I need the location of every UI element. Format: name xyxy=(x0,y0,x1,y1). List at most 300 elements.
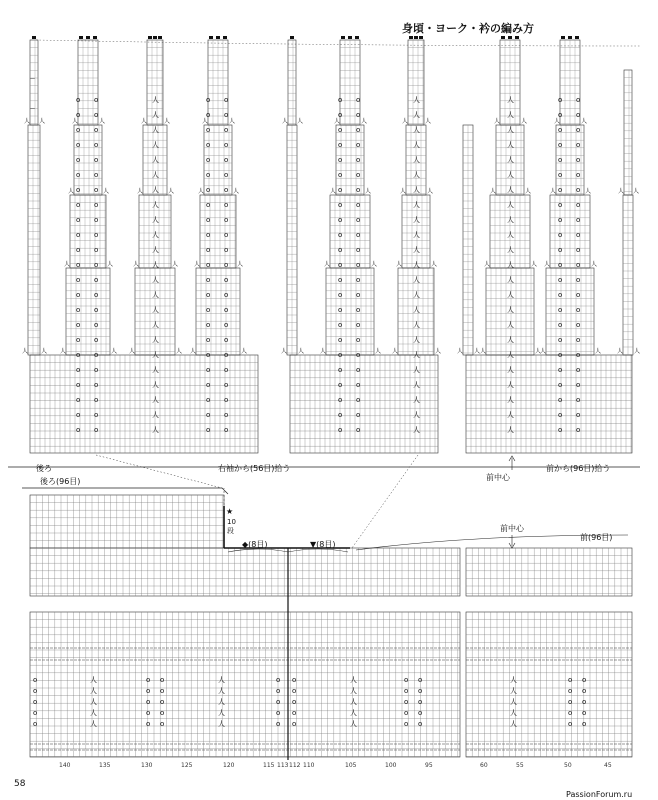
bind-off-mark xyxy=(158,36,162,39)
stitch-symbol: o xyxy=(94,216,99,224)
stitch-symbol: o xyxy=(94,276,99,284)
yoke-column-11 xyxy=(617,70,640,355)
stitch-symbol: 人 xyxy=(507,291,514,299)
tier-lines xyxy=(66,268,110,355)
bind-off-mark xyxy=(32,36,36,39)
stitch-symbol: o xyxy=(338,126,343,134)
decrease-mark: 人 xyxy=(585,188,592,195)
stitch-symbol: o xyxy=(76,426,81,434)
stitch-symbol: 人 xyxy=(507,186,514,194)
decrease-mark: 人 xyxy=(141,118,148,125)
body-stitch-symbol: o xyxy=(276,698,281,706)
stitch-symbol: o xyxy=(576,96,581,104)
stitch-symbol: o xyxy=(356,156,361,164)
stitch-symbol: o xyxy=(338,351,343,359)
stitch-symbol: 人 xyxy=(413,261,420,269)
stitch-symbol: o xyxy=(76,171,81,179)
stitch-symbol: 人 xyxy=(507,381,514,389)
stitch-symbol: o xyxy=(558,111,563,119)
body-stitch-symbol: 人 xyxy=(218,720,225,728)
stitch-symbol: o xyxy=(356,426,361,434)
body-stitch-symbol: 人 xyxy=(510,709,517,717)
body-stitch-symbol: 人 xyxy=(218,709,225,717)
decrease-mark: 人 xyxy=(330,188,337,195)
stitch-symbol: 人 xyxy=(507,411,514,419)
stitch-symbol: o xyxy=(76,246,81,254)
body-stitch-symbol: o xyxy=(418,687,423,695)
stitch-symbol: o xyxy=(76,351,81,359)
body-left-lower xyxy=(30,612,460,757)
stitch-symbol: o xyxy=(206,96,211,104)
stitch-symbol: o xyxy=(94,186,99,194)
bind-off-mark xyxy=(508,36,512,39)
stitch-symbol: 人 xyxy=(152,321,159,329)
stitch-symbol: o xyxy=(206,276,211,284)
rows-10-number: 10 xyxy=(227,518,236,526)
label-back: 後ろ xyxy=(36,464,52,473)
decrease-mark: 人 xyxy=(176,348,183,355)
yoke-column-5 xyxy=(281,36,304,355)
tier-outline xyxy=(28,125,40,355)
stitch-symbol: o xyxy=(206,231,211,239)
tier-lines xyxy=(28,125,40,355)
stitch-symbol: o xyxy=(338,141,343,149)
decrease-mark: 人 xyxy=(72,118,79,125)
stitch-symbol: o xyxy=(224,306,229,314)
body-right-mid xyxy=(466,548,632,596)
stitch-symbol: o xyxy=(576,126,581,134)
stitch-symbol: o xyxy=(76,261,81,269)
tier-lines xyxy=(624,70,632,195)
stitch-symbol: o xyxy=(576,321,581,329)
stitch-symbol: o xyxy=(558,171,563,179)
label-front-pickup: 前から(96目)拾う xyxy=(546,464,611,473)
stitch-symbol: o xyxy=(206,351,211,359)
stitch-symbol: o xyxy=(76,411,81,419)
body-stitch-symbol: o xyxy=(160,720,165,728)
stitch-symbol: o xyxy=(338,246,343,254)
stitch-symbol: o xyxy=(76,96,81,104)
stitch-symbol: o xyxy=(576,351,581,359)
stitch-symbol: o xyxy=(206,261,211,269)
stitch-symbol: o xyxy=(356,366,361,374)
grid-lines xyxy=(466,548,632,596)
stitch-symbol: o xyxy=(224,201,229,209)
stitch-symbol: 人 xyxy=(413,186,420,194)
rows-10-unit: 段 xyxy=(227,527,234,535)
bind-off-mark xyxy=(561,36,565,39)
x-tick-label: 115 xyxy=(263,762,275,769)
stitch-symbol: 人 xyxy=(152,336,159,344)
tier-lines xyxy=(288,40,296,125)
stitch-symbol: o xyxy=(224,336,229,344)
stitch-symbol: 人 xyxy=(152,291,159,299)
stitch-symbol: o xyxy=(94,306,99,314)
stitch-symbol: o xyxy=(224,111,229,119)
stitch-symbol: o xyxy=(576,426,581,434)
stitch-symbol: 人 xyxy=(152,426,159,434)
stitch-symbol: o xyxy=(94,126,99,134)
x-tick-label: 130 xyxy=(141,762,153,769)
body-stitch-symbol: o xyxy=(292,709,297,717)
tier-outline xyxy=(326,268,374,355)
stitch-symbol: 人 xyxy=(152,381,159,389)
stitch-symbol: 人 xyxy=(413,366,420,374)
stitch-symbol: o xyxy=(356,321,361,329)
stitch-symbol: o xyxy=(356,231,361,239)
stitch-symbol: 人 xyxy=(507,126,514,134)
decrease-mark: 人 xyxy=(334,118,341,125)
stitch-symbol: o xyxy=(206,366,211,374)
decrease-mark: 人 xyxy=(484,261,491,268)
label-triangle-8: ▼(8目) xyxy=(310,540,336,549)
stitch-symbol: o xyxy=(94,426,99,434)
decrease-mark: 人 xyxy=(164,118,171,125)
decrease-mark: 人 xyxy=(241,348,248,355)
decrease-mark: 人 xyxy=(474,348,481,355)
decrease-mark: 人 xyxy=(525,188,532,195)
annotations xyxy=(8,40,640,552)
stitch-symbol: o xyxy=(94,381,99,389)
watermark: PassionForum.ru xyxy=(566,790,633,799)
stitch-symbol: o xyxy=(76,306,81,314)
bind-off-mark xyxy=(290,36,294,39)
body-stitch-symbol: 人 xyxy=(350,720,357,728)
stitch-symbol: 人 xyxy=(413,231,420,239)
decrease-mark: 人 xyxy=(320,348,327,355)
body-stitch-symbol: o xyxy=(33,687,38,695)
stitch-symbol: o xyxy=(356,396,361,404)
stitch-symbol: o xyxy=(558,156,563,164)
stitch-symbol: o xyxy=(224,246,229,254)
x-tick-label: 110 xyxy=(303,762,315,769)
yoke-chart xyxy=(22,36,640,453)
body-stitch-symbol: 人 xyxy=(510,687,517,695)
stitch-symbol: o xyxy=(224,171,229,179)
stitch-symbol: o xyxy=(94,396,99,404)
yoke-column-2 xyxy=(60,36,117,434)
body-stitch-symbol: o xyxy=(418,720,423,728)
decrease-mark: 人 xyxy=(396,261,403,268)
stitch-symbol: 人 xyxy=(507,141,514,149)
connector-sleeve xyxy=(352,455,418,548)
stitch-symbol: o xyxy=(206,126,211,134)
stitch-symbol: 人 xyxy=(152,261,159,269)
stitch-symbol: 人 xyxy=(507,216,514,224)
tier-lines xyxy=(623,195,633,355)
bind-off-mark xyxy=(209,36,213,39)
body-stitch-symbol: o xyxy=(276,676,281,684)
stitch-symbol: o xyxy=(206,426,211,434)
stitch-symbol: 人 xyxy=(152,366,159,374)
body-stitch-symbol: o xyxy=(292,676,297,684)
decrease-mark: 人 xyxy=(297,118,304,125)
stitch-symbol: 人 xyxy=(413,96,420,104)
body-stitch-symbol: o xyxy=(146,720,151,728)
decrease-mark: 人 xyxy=(402,118,409,125)
body-stitch-symbol: 人 xyxy=(350,676,357,684)
stitch-symbol: o xyxy=(76,231,81,239)
decrease-mark: 人 xyxy=(298,348,305,355)
decrease-mark: 人 xyxy=(371,261,378,268)
stitch-symbol: o xyxy=(76,366,81,374)
stitch-symbol: o xyxy=(224,276,229,284)
body-stitch-symbol: o xyxy=(146,709,151,717)
bind-off-mark xyxy=(568,36,572,39)
stitch-symbol: o xyxy=(576,171,581,179)
stitch-symbol: o xyxy=(94,246,99,254)
decrease-mark: 人 xyxy=(392,348,399,355)
bind-off-mark xyxy=(79,36,83,39)
stitch-symbol: o xyxy=(576,306,581,314)
stitch-symbol: o xyxy=(224,366,229,374)
x-tick-label: 135 xyxy=(99,762,111,769)
decrease-mark: 人 xyxy=(137,188,144,195)
grid-lines xyxy=(30,495,224,548)
stitch-symbol: 人 xyxy=(507,396,514,404)
stitch-symbol: o xyxy=(206,291,211,299)
decrease-mark: 人 xyxy=(365,188,372,195)
label-front-center-upper: 前中心 xyxy=(486,473,510,482)
stitch-symbol: o xyxy=(356,96,361,104)
stitch-symbol: o xyxy=(224,351,229,359)
stitch-symbol: o xyxy=(558,366,563,374)
stitch-symbol: o xyxy=(76,321,81,329)
body-stitch-symbol: o xyxy=(404,687,409,695)
stitch-symbol: o xyxy=(338,321,343,329)
tier-lines xyxy=(287,125,297,355)
x-tick-label: 125 xyxy=(181,762,193,769)
stitch-symbol: 人 xyxy=(413,291,420,299)
stitch-symbol: 人 xyxy=(507,306,514,314)
body-stitch-symbol: o xyxy=(568,676,573,684)
x-tick-label: 95 xyxy=(425,762,433,769)
stitch-symbol: 人 xyxy=(413,126,420,134)
label-front-center-lower: 前中心 xyxy=(500,524,524,533)
stitch-symbol: o xyxy=(338,396,343,404)
stitch-symbol: 人 xyxy=(413,321,420,329)
body-stitch-symbol: 人 xyxy=(350,709,357,717)
decrease-mark: 人 xyxy=(544,261,551,268)
stitch-symbol: o xyxy=(576,156,581,164)
label-back-96: 後ろ(96目) xyxy=(40,477,81,486)
stitch-symbol: 人 xyxy=(507,366,514,374)
decrease-mark: 人 xyxy=(535,348,542,355)
tier-outline xyxy=(66,268,110,355)
stitch-symbol: o xyxy=(224,141,229,149)
body-stitch-symbol: o xyxy=(582,720,587,728)
x-tick-label: 113 xyxy=(277,762,289,769)
body-stitch-symbol: o xyxy=(146,676,151,684)
stitch-symbol: o xyxy=(558,411,563,419)
decrease-mark: 人 xyxy=(111,348,118,355)
stitch-symbol: o xyxy=(576,396,581,404)
stitch-symbol: o xyxy=(206,411,211,419)
stitch-symbol: o xyxy=(558,231,563,239)
stitch-symbol: o xyxy=(356,111,361,119)
stitch-symbol: o xyxy=(206,201,211,209)
bind-off-mark xyxy=(414,36,418,39)
grid-lines xyxy=(466,612,632,757)
body-stitch-symbol: 人 xyxy=(90,676,97,684)
chart-title: 身頃・ヨーク・衿の編み方 xyxy=(402,22,534,35)
stitch-symbol: o xyxy=(338,291,343,299)
stitch-symbol: 人 xyxy=(507,246,514,254)
stitch-symbol: 人 xyxy=(152,351,159,359)
stitch-symbol: 人 xyxy=(413,246,420,254)
bind-off-mark xyxy=(419,36,423,39)
body-stitch-symbol: 人 xyxy=(350,698,357,706)
stitch-symbol: o xyxy=(224,396,229,404)
stitch-symbol: o xyxy=(356,186,361,194)
decrease-mark: 人 xyxy=(617,348,624,355)
stitch-symbol: o xyxy=(576,141,581,149)
body-stitch-symbol: o xyxy=(568,709,573,717)
stitch-symbol: o xyxy=(94,321,99,329)
stitch-symbol: o xyxy=(94,231,99,239)
stitch-symbol: o xyxy=(94,156,99,164)
body-stitch-symbol: o xyxy=(33,709,38,717)
row-marker: — xyxy=(30,106,35,112)
stitch-symbol: o xyxy=(338,411,343,419)
stitch-symbol: o xyxy=(206,396,211,404)
body-stitch-symbol: 人 xyxy=(510,698,517,706)
yoke-column-4 xyxy=(190,36,247,434)
stitch-symbol: o xyxy=(76,396,81,404)
stitch-symbol: o xyxy=(224,261,229,269)
stitch-symbol: 人 xyxy=(413,306,420,314)
stitch-symbol: o xyxy=(206,306,211,314)
decrease-mark: 人 xyxy=(282,118,289,125)
stitch-symbol: o xyxy=(76,276,81,284)
body-stitch-symbol: o xyxy=(33,676,38,684)
stitch-symbol: o xyxy=(338,111,343,119)
x-tick-label: 112 xyxy=(289,762,301,769)
body-stitch-symbol: o xyxy=(292,687,297,695)
stitch-symbol: o xyxy=(558,276,563,284)
tier-lines xyxy=(550,195,590,268)
row-marker: — xyxy=(30,76,35,82)
stitch-symbol: 人 xyxy=(152,216,159,224)
decrease-mark: 人 xyxy=(550,188,557,195)
decrease-mark: 人 xyxy=(431,261,438,268)
stitch-symbol: 人 xyxy=(413,216,420,224)
decrease-mark: 人 xyxy=(190,348,197,355)
yoke-band-3 xyxy=(466,355,632,453)
bind-off-mark xyxy=(515,36,519,39)
yoke-column-7 xyxy=(392,36,441,434)
body-stitch-symbol: 人 xyxy=(90,709,97,717)
stitch-symbol: 人 xyxy=(507,231,514,239)
stitch-symbol: o xyxy=(576,381,581,389)
stitch-symbol: o xyxy=(94,111,99,119)
body-stitch-symbol: o xyxy=(160,709,165,717)
yoke-column-1 xyxy=(22,36,47,355)
body-stitch-symbol: o xyxy=(292,698,297,706)
yoke-column-8 xyxy=(457,125,480,355)
stitch-symbol: o xyxy=(338,231,343,239)
body-stitch-symbol: 人 xyxy=(218,687,225,695)
stitch-symbol: 人 xyxy=(152,96,159,104)
decrease-mark: 人 xyxy=(64,261,71,268)
body-stitch-symbol: o xyxy=(404,698,409,706)
body-stitch-symbol: 人 xyxy=(510,676,517,684)
body-stitch-symbol: o xyxy=(33,720,38,728)
stitch-symbol: o xyxy=(356,171,361,179)
stitch-symbol: o xyxy=(356,261,361,269)
tier-outline xyxy=(546,268,594,355)
decrease-mark: 人 xyxy=(324,261,331,268)
body-stitch-symbol: o xyxy=(582,676,587,684)
stitch-symbol: o xyxy=(558,351,563,359)
bind-off-mark xyxy=(501,36,505,39)
stitch-symbol: o xyxy=(356,246,361,254)
page-number: 58 xyxy=(14,779,26,789)
x-tick-label: 120 xyxy=(223,762,235,769)
stitch-symbol: 人 xyxy=(152,126,159,134)
axis-ticks xyxy=(59,762,612,769)
stitch-symbol: o xyxy=(558,216,563,224)
stitch-symbol: o xyxy=(558,381,563,389)
stitch-symbol: o xyxy=(356,276,361,284)
decrease-mark: 人 xyxy=(39,118,46,125)
stitch-symbol: o xyxy=(338,96,343,104)
stitch-symbol: o xyxy=(224,381,229,389)
decrease-mark: 人 xyxy=(595,348,602,355)
stitch-symbol: o xyxy=(576,276,581,284)
stitch-symbol: o xyxy=(224,126,229,134)
body-stitch-symbol: o xyxy=(146,698,151,706)
yoke-column-10 xyxy=(540,36,601,434)
stitch-symbol: o xyxy=(94,411,99,419)
stitch-symbol: o xyxy=(206,246,211,254)
stitch-symbol: 人 xyxy=(152,141,159,149)
stitch-symbol: 人 xyxy=(413,276,420,284)
decrease-mark: 人 xyxy=(494,118,501,125)
stitch-symbol: o xyxy=(76,111,81,119)
decrease-mark: 人 xyxy=(427,188,434,195)
label-front-96: 前(96目) xyxy=(580,533,613,542)
decrease-mark: 人 xyxy=(281,348,288,355)
stitch-symbol: 人 xyxy=(507,201,514,209)
stitch-symbol: o xyxy=(94,201,99,209)
body-back-upper xyxy=(30,495,224,548)
stitch-symbol: o xyxy=(224,186,229,194)
stitch-symbol: 人 xyxy=(152,276,159,284)
decrease-mark: 人 xyxy=(633,188,640,195)
stitch-symbol: 人 xyxy=(152,396,159,404)
stitch-symbol: 人 xyxy=(507,426,514,434)
stitch-symbol: o xyxy=(76,291,81,299)
stitch-symbol: 人 xyxy=(507,276,514,284)
stitch-symbol: 人 xyxy=(413,381,420,389)
grid-border xyxy=(30,612,460,757)
stitch-symbol: o xyxy=(224,411,229,419)
body-stitch-symbol: o xyxy=(160,687,165,695)
stitch-symbol: o xyxy=(338,156,343,164)
top-dotted-line xyxy=(36,40,640,46)
stitch-symbol: o xyxy=(76,156,81,164)
stitch-symbol: o xyxy=(558,126,563,134)
stitch-symbol: o xyxy=(224,291,229,299)
stitch-symbol: o xyxy=(558,261,563,269)
bind-off-mark xyxy=(341,36,345,39)
tier-outline xyxy=(30,40,38,125)
stitch-symbol: o xyxy=(338,216,343,224)
x-tick-label: 50 xyxy=(564,762,572,769)
stitch-symbol: o xyxy=(558,336,563,344)
stitch-symbol: o xyxy=(576,231,581,239)
